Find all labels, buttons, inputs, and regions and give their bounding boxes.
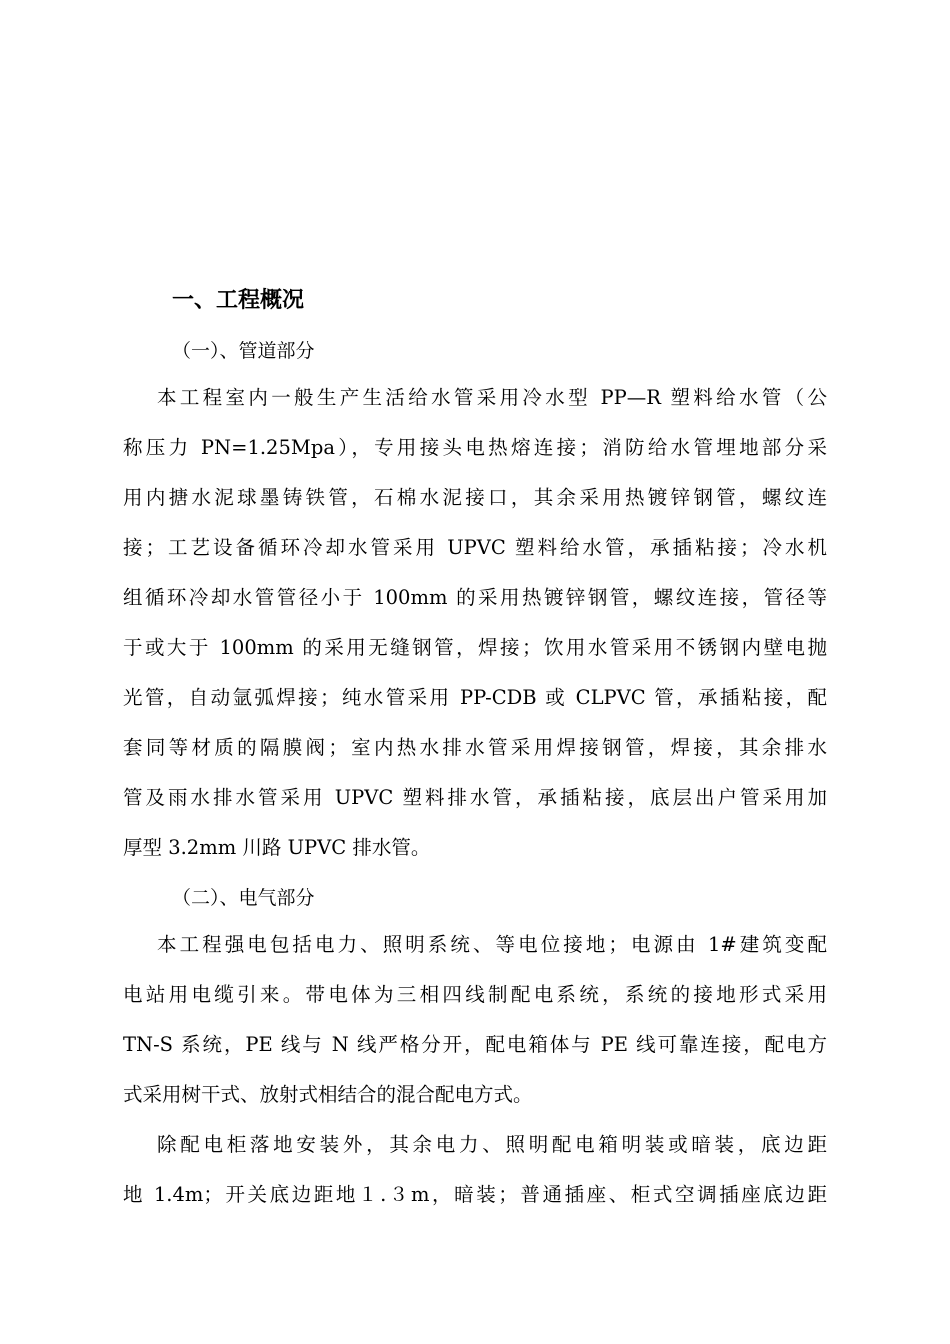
paragraph-line: 于或大于 100mm 的采用无缝钢管，焊接；饮用水管采用不锈钢内壁电抛	[123, 636, 827, 659]
paragraph-line: 本工程室内一般生产生活给水管采用冷水型 PP—R 塑料给水管（公	[157, 386, 827, 409]
paragraph-line: 光管，自动氩弧焊接；纯水管采用 PP-CDB 或 CLPVC 管，承插粘接，配	[123, 686, 827, 709]
paragraph-pipes	[123, 373, 827, 873]
paragraph-line: 称压力 PN=1.25Mpa），专用接头电热熔连接；消防给水管埋地部分采	[123, 436, 827, 459]
subsection-title-pipes: （一）、管道部分	[172, 340, 315, 362]
subsection-title-electrical: （二）、电气部分	[172, 887, 315, 909]
paragraph-line: 电站用电缆引来。带电体为三相四线制配电系统，系统的接地形式采用	[123, 983, 827, 1006]
paragraph-line: 用内搪水泥球墨铸铁管，石棉水泥接口，其余采用热镀锌钢管，螺纹连	[123, 486, 827, 509]
paragraph-line: 本工程强电包括电力、照明系统、等电位接地；电源由 1#建筑变配	[157, 933, 827, 956]
paragraph-line: TN-S 系统，PE 线与 N 线严格分开，配电箱体与 PE 线可靠连接，配电方	[123, 1033, 827, 1056]
paragraph-electrical-1	[123, 920, 827, 1120]
paragraph-line: 管及雨水排水管采用 UPVC 塑料排水管，承插粘接，底层出户管采用加	[123, 786, 827, 809]
paragraph-line: 式采用树干式、放射式相结合的混合配电方式。	[123, 1083, 533, 1106]
paragraph-line: 接；工艺设备循环冷却水管采用 UPVC 塑料给水管，承插粘接；冷水机	[123, 536, 827, 559]
paragraph-line: 厚型 3.2mm 川路 UPVC 排水管。	[123, 836, 431, 859]
paragraph-line: 套同等材质的隔膜阀；室内热水排水管采用焊接钢管，焊接，其余排水	[123, 736, 827, 759]
paragraph-line: 地 1.4m；开关底边距地１.３m，暗装；普通插座、柜式空调插座底边距	[123, 1183, 827, 1206]
section-heading: 一、工程概况	[172, 288, 305, 313]
paragraph-line: 组循环冷却水管管径小于 100mm 的采用热镀锌钢管，螺纹连接，管径等	[123, 586, 827, 609]
paragraph-line: 除配电柜落地安装外，其余电力、照明配电箱明装或暗装，底边距	[157, 1133, 827, 1156]
paragraph-electrical-2	[123, 1120, 827, 1220]
